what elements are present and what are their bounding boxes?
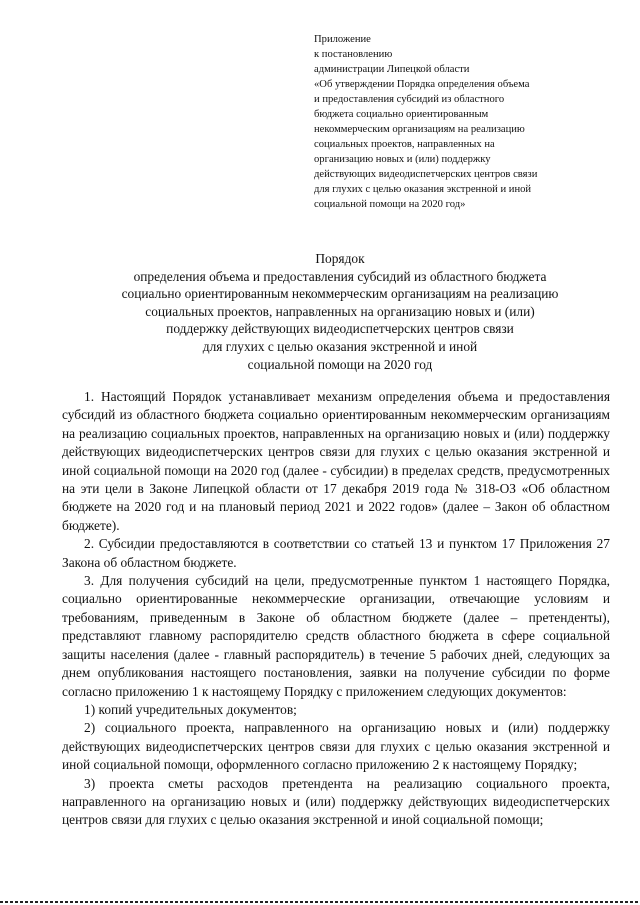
annex-line: администрации Липецкой области <box>314 64 470 75</box>
title-subtitle-line: определения объема и предоставления субсидий из областного бюджета <box>133 268 547 284</box>
annex-block <box>314 32 614 212</box>
annex-line: социальных проектов, направленных на <box>314 139 495 150</box>
annex-line: для глухих с целью оказания экстренной и иной <box>314 184 532 195</box>
title-subtitle-line: социальной помощи на 2020 год <box>247 356 433 372</box>
paragraph-1: 1. Настоящий Порядок устанавливает механизм определения объема и предоставления субсидий из областного бюджета социально ориентированным некоммерческим организациям на реализацию социальных проектов, направленных на организацию новых и (или) поддержку действующих видеодиспетчерских центров связи для глухих с целью оказания экстренной и иной социальной помощи на 2020 год (далее - субсидии) в пределах средств, предусмотренных на эти цели в Законе Липецкой области от 17 декабря 2019 года № 318-ОЗ «Об областном бюджете на 2020 год и на плановый период 2021 и 2022 годов» (далее – Закон об областном бюджете). <box>62 389 610 533</box>
paragraph-3: 3. Для получения субсидий на цели, предусмотренные пунктом 1 настоящего Порядка, социально ориентированные некоммерческие организации, отвечающие условиям и требованиям, приведенным в Законе об областном бюджете (далее – претенденты), представляют главному распорядителю средств областного бюджета в сфере социальной защиты населения (далее - главный распорядитель) в течение 5 рабочих дней, следующих за днем опубликования настоящего постановления, заявки на получение субсидии по форме согласно приложению 1 к настоящему Порядку с приложением следующих документов: <box>62 573 610 699</box>
annex-line: некоммерческим организациям на реализацию <box>314 124 525 135</box>
annex-line: «Об утверждении Порядка определения объема <box>314 79 530 90</box>
list-item-2: 2) социального проекта, направленного на организацию новых и (или) поддержку действующих видеодиспетчерских центров связи для глухих с целью оказания экстренной и иной социальной помощи, оформленного согласно приложению 2 к настоящему Порядку; <box>62 720 610 773</box>
document-body <box>62 388 610 830</box>
annex-line: Приложение <box>314 34 371 45</box>
annex-line: социальной помощи на 2020 год» <box>314 199 466 210</box>
annex-line: действующих видеодиспетчерских центров связи <box>314 169 538 180</box>
page-bottom-divider <box>0 901 640 903</box>
list-item-3: 3) проекта сметы расходов претендента на реализацию социального проекта, направленного на организацию новых и (или) поддержку действующих видеодиспетчерских центров связи для глухих с целью оказания экстренной и иной социальной помощи; <box>62 775 610 828</box>
annex-line: к постановлению <box>314 49 393 60</box>
paragraph-2: 2. Субсидии предоставляются в соответствии со статьей 13 и пунктом 17 Приложения 27 Закона об областном бюджете. <box>62 536 610 570</box>
title-subtitle-line: социальных проектов, направленных на организацию новых и (или) <box>145 303 535 319</box>
annex-line: организацию новых и (или) поддержку <box>314 154 491 165</box>
list-item-1: 1) копий учредительных документов; <box>84 701 297 717</box>
title-subtitle-line: социально ориентированным некоммерческим организациям на реализацию <box>121 286 559 302</box>
title-subtitle-line: поддержку действующих видеодиспетчерских центров связи <box>166 321 514 337</box>
annex-line: и предоставления субсидий из областного <box>314 94 505 105</box>
title-heading: Порядок <box>315 251 365 266</box>
title-subtitle-line: для глухих с целью оказания экстренной и иной <box>202 338 478 354</box>
document-title <box>60 250 620 373</box>
annex-line: бюджета социально ориентированным <box>314 109 489 120</box>
